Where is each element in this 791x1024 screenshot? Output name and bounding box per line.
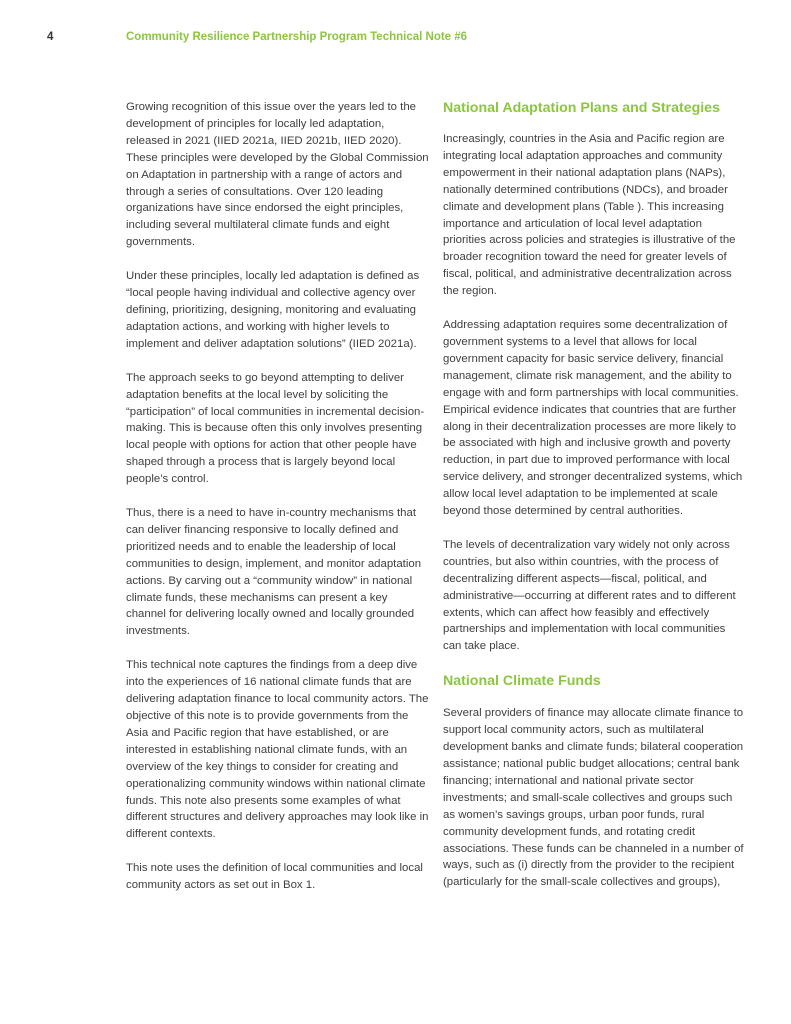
body-paragraph: Addressing adaptation requires some decentralization of government systems to a level that allows for local government capacity for basic service delivery, financial management, climate risk management, and the ability to engage with and form partnerships with local communities. Empirical evidence indicates that countries that are further along in their decentralization processes are more likely to be associated with high and inclusive growth and poverty reduction, in part due to improved performance with local service delivery, and stronger decentralized systems, which allow local level adaptation to be implemented at scale beyond those determined by central authorities.	[443, 319, 743, 518]
body-paragraph: The levels of decentralization vary widely not only across countries, but also within countries, with the process of decentralizing different aspects—fiscal, political, and administrative—occurring at different rates and to different extents, which can affect how feasibly and effectively partnerships and implementation with local communities can take place.	[443, 538, 736, 653]
body-paragraph: Under these principles, locally led adaptation is defined as “local people having individual and collective agency over defining, prioritizing, designing, monitoring and evaluating adaptation actions, and working with higher levels to implement and deliver adaptation solutions” (IIED 2021a).	[126, 270, 420, 350]
body-paragraph: Several providers of finance may allocate climate finance to support local community actors, such as multilateral development banks and climate funds; bilateral cooperation assistance; national public budget allocations; central bank financing; international and national private sector investments; and small-scale collectives and groups such as women’s savings groups, urban poor funds, rural community development funds, and rotating credit associations. These funds can be channeled in a number of ways, such as (i) directly from the provider to the recipient (particularly for the small-scale collectives and groups),	[443, 707, 744, 889]
section-heading-naps: National Adaptation Plans and Strategies	[443, 100, 720, 116]
running-head: Community Resilience Partnership Program Technical Note #6	[126, 31, 468, 43]
body-paragraph: Growing recognition of this issue over the years led to the development of principles for locally led adaptation, released in 2021 (IIED 2021a, IIED 2021b, IIED 2020). These principles were developed by the Global Commission on Adaptation in partnership with a range of actors and through a series of consultations. Over 120 leading organizations have since endorsed the eight principles, including several multilateral climate funds and eight governments.	[126, 101, 429, 249]
body-paragraph: The approach seeks to go beyond attempting to deliver adaptation benefits at the local level by soliciting the “participation” of local communities in incremental decision-making. This is because often this only involves presenting local people with options for action that other people have shaped through a process that is largely beyond local people’s control.	[126, 371, 425, 486]
section-heading-ncf: National Climate Funds	[443, 673, 601, 690]
right-column	[443, 99, 745, 908]
body-paragraph: This technical note captures the findings from a deep dive into the experiences of 16 national climate funds that are delivering adaptation finance to local community actors. The objective of this note is to provide governments from the Asia and Pacific region that have established, or are interested in establishing national climate funds, with an overview of the key things to consider for creating and operationalizing community windows within national climate funds. This note also presents some examples of what different structures and delivery approaches may look like in different contexts.	[126, 659, 429, 841]
body-paragraph: Increasingly, countries in the Asia and Pacific region are integrating local adaptation approaches and community empowerment in their national adaptation plans (NAPs), nationally determined contributions (NDCs), and broader climate and development plans (Table ). This increasing importance and articulation of local level adaptation priorities across policies and strategies is illustrative of the broader recognition toward the need for greater levels of fiscal, political, and administrative decentralization across the region.	[443, 133, 736, 298]
left-column	[126, 99, 430, 911]
body-paragraph: Thus, there is a need to have in-country mechanisms that can deliver financing responsive to locally defined and prioritized needs and to enable the leadership of local communities to design, implement, and monitor adaptation actions. By carving out a “community window” in national climate funds, these mechanisms can present a key channel for delivering locally owned and locally grounded investments.	[126, 507, 422, 638]
page-number: 4	[47, 31, 54, 43]
body-paragraph: This note uses the definition of local communities and local community actors as set out in Box 1.	[126, 862, 423, 892]
